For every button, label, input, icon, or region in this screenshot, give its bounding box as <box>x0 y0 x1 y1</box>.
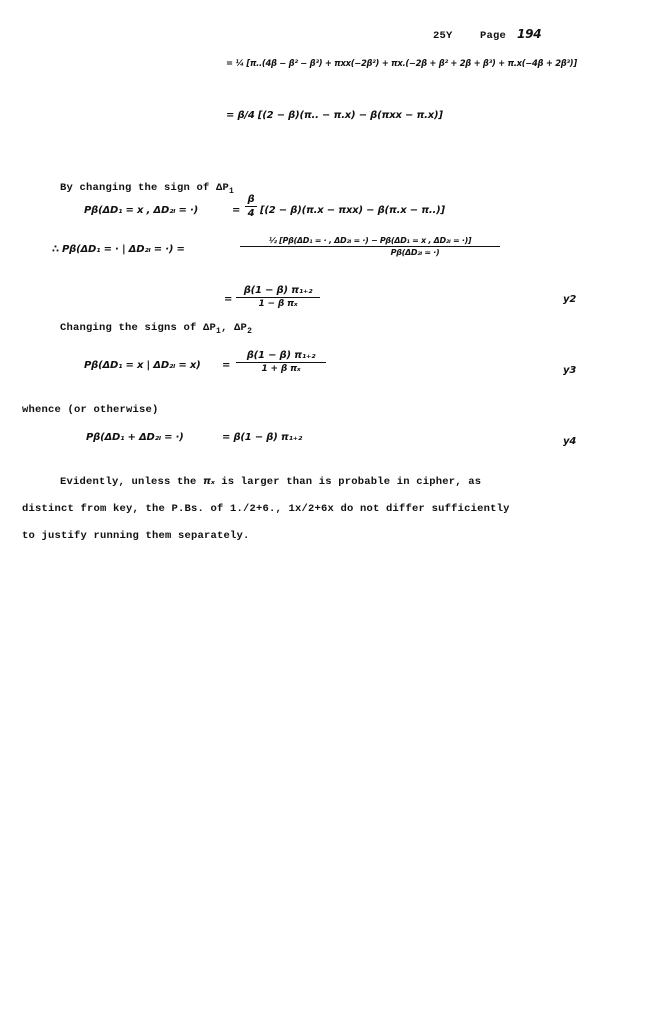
equation-line-1: = ¼ [π..(4β − β² − β³) + πxx(−2β²) + πx.(−2β + β² + 2β + β³) + π.x(−4β + 2β³)] <box>226 58 577 68</box>
paragraph-line-1a: Evidently, unless the <box>60 476 197 488</box>
changing-signs-mid: , ΔP <box>221 322 248 334</box>
y3-numerator: β(1 − β) π₁₊₂ <box>246 350 316 361</box>
conditional-coef-numerator: β <box>247 194 255 205</box>
equals-sign-y2: = <box>224 294 233 305</box>
conditional-coef-fraction <box>245 194 257 219</box>
y3-denominator: 1 + β πₓ <box>261 364 301 374</box>
equals-sign-1: = <box>232 205 241 216</box>
changing-signs-label: Changing the signs of ΔP <box>60 322 217 334</box>
fraction-bar <box>236 362 326 363</box>
changing-signs-subscript-2: 2 <box>247 327 253 337</box>
therefore-fraction <box>240 236 500 257</box>
therefore-numerator: ½ [Pβ(ΔD₁ = · , ΔD₂ₗ = ·) − Pβ(ΔD₁ = x , ΔD₂ₗ = ·)] <box>268 236 472 245</box>
equation-line-2: = β/4 [(2 − β)(π.. − π.x) − β(πxx − π.x)] <box>226 110 443 121</box>
conditional-coef-denominator: 4 <box>247 208 255 219</box>
y2-numerator: β(1 − β) π₁₊₂ <box>243 285 313 296</box>
equals-sign-y3: = <box>222 360 231 371</box>
paragraph-line-1 <box>60 476 481 488</box>
y2-fraction <box>236 285 320 309</box>
paragraph-line-2: distinct from key, the P.Bs. of 1./2+6., 1x/2+6x do not differ sufficiently <box>22 503 510 515</box>
y3-lhs: Pβ(ΔD₁ = x | ΔD₂ₗ = x) <box>84 360 201 371</box>
conditional-lhs: Pβ(ΔD₁ = x , ΔD₂ₗ = ·) <box>84 205 198 216</box>
paragraph-pi-symbol: πₓ <box>203 476 215 487</box>
by-changing-label: By changing the sign of ΔP <box>60 182 230 194</box>
fraction-bar <box>240 246 500 247</box>
y4-lhs: Pβ(ΔD₁ + ΔD₂ₗ = ·) <box>86 432 184 443</box>
equation-label-y2: y2 <box>563 294 577 305</box>
whence-text: whence (or otherwise) <box>22 404 159 416</box>
header-page-label: Page <box>480 30 507 42</box>
equation-label-y3: y3 <box>563 365 577 376</box>
paragraph-line-1b: is larger than is probable in cipher, as <box>221 476 482 488</box>
by-changing-text <box>60 182 234 196</box>
conditional-rhs-bracket: [(2 − β)(π.x − πxx) − β(π.x − π..)] <box>260 205 445 216</box>
equation-label-y4: y4 <box>563 436 577 447</box>
fraction-bar <box>236 297 320 298</box>
y3-fraction <box>236 350 326 374</box>
therefore-lhs: ∴ Pβ(ΔD₁ = · | ΔD₂ₗ = ·) = <box>52 244 185 255</box>
therefore-denominator: Pβ(ΔD₂ₗ = ·) <box>390 248 440 257</box>
y2-denominator: 1 − β πₓ <box>258 299 298 309</box>
y4-rhs: = β(1 − β) π₁₊₂ <box>222 432 303 443</box>
by-changing-subscript: 1 <box>229 187 235 197</box>
header-page-number: 194 <box>517 27 542 41</box>
changing-signs-subscript-1: 1 <box>216 327 222 337</box>
paragraph-line-3: to justify running them separately. <box>22 530 250 542</box>
changing-signs-text <box>60 322 252 336</box>
fraction-bar <box>245 206 257 207</box>
header-code: 25Y <box>433 30 453 42</box>
